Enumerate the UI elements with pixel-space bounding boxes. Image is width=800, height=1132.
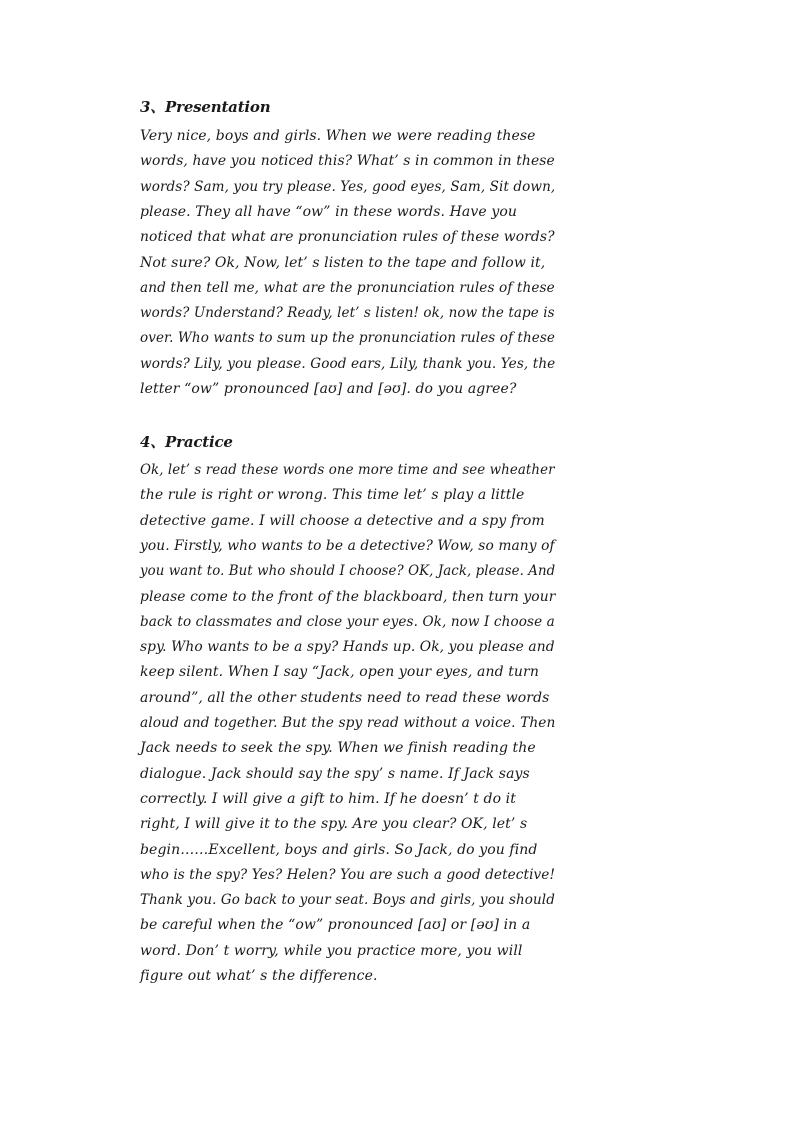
paragraph-line: the rule is right or wrong. This time let’ s play a little (140, 487, 525, 504)
paragraph-line: words? Understand? Ready, let’ s listen! ok, now the tape is (140, 305, 555, 322)
paragraph-line: please. They all have “ow” in these words. Have you (140, 203, 517, 220)
section-heading: 3、Presentation (140, 98, 271, 116)
paragraph-line: words? Lily, you please. Good ears, Lily, thank you. Yes, the (140, 355, 556, 372)
paragraph-line: words? Sam, you try please. Yes, good eyes, Sam, Sit down, (140, 178, 556, 195)
paragraph-line: you want to. But who should I choose? OK, Jack, please. And (140, 563, 556, 580)
paragraph-line: word. Don’ t worry, while you practice more, you will (140, 942, 523, 959)
paragraph-line: words, have you noticed this? What’ s in common in these (140, 153, 555, 170)
paragraph-line: be careful when the “ow” pronounced [aʊ] or [əʊ] in a (140, 917, 531, 934)
paragraph-line: back to classmates and close your eyes. Ok, now I choose a (140, 613, 555, 630)
paragraph-line: spy. Who wants to be a spy? Hands up. Ok, you please and (140, 639, 555, 656)
paragraph-line: you. Firstly, who wants to be a detective? Wow, so many of (140, 537, 555, 554)
paragraph-line: Very nice, boys and girls. When we were reading these (140, 128, 536, 144)
paragraph-line: noticed that what are pronunciation rules of these words? (140, 229, 555, 246)
paragraph-line: right, I will give it to the spy. Are you clear? OK, let’ s (140, 816, 528, 833)
paragraph-line: aloud and together. But the spy read without a voice. Then (140, 715, 556, 731)
section-heading: 4、Practice (140, 433, 233, 451)
paragraph-line: Ok, let’ s read these words one more time and see wheather (140, 462, 555, 478)
paragraph-line: keep silent. When I say “Jack, open your eyes, and turn (140, 664, 539, 681)
paragraph-line: please come to the front of the blackboard, then turn your (140, 588, 556, 605)
paragraph-line: begin……Excellent, boys and girls. So Jack, do you find (140, 841, 538, 858)
paragraph-line: Not sure? Ok, Now, let’ s listen to the tape and follow it, (140, 254, 546, 271)
paragraph-line: Thank you. Go back to your seat. Boys and girls, you should (140, 892, 555, 909)
paragraph-line: and then tell me, what are the pronunciation rules of these (140, 279, 555, 296)
paragraph-line: Jack needs to seek the spy. When we finish reading the (140, 740, 536, 757)
paragraph-line: figure out what’ s the difference. (140, 968, 378, 984)
paragraph-line: letter “ow” pronounced [aʊ] and [əʊ]. do you agree? (140, 381, 517, 397)
paragraph-line: detective game. I will choose a detective and a spy from (140, 512, 545, 529)
paragraph-line: around”, all the other students need to read these words (140, 689, 550, 706)
paragraph-line: dialogue. Jack should say the spy’ s name. If Jack says (140, 765, 530, 782)
paragraph-line: correctly. I will give a gift to him. If he doesn’ t do it (140, 790, 516, 807)
paragraph-line: over. Who wants to sum up the pronunciation rules of these (140, 330, 555, 347)
paragraph-line: who is the spy? Yes? Helen? You are such a good detective! (140, 866, 556, 883)
